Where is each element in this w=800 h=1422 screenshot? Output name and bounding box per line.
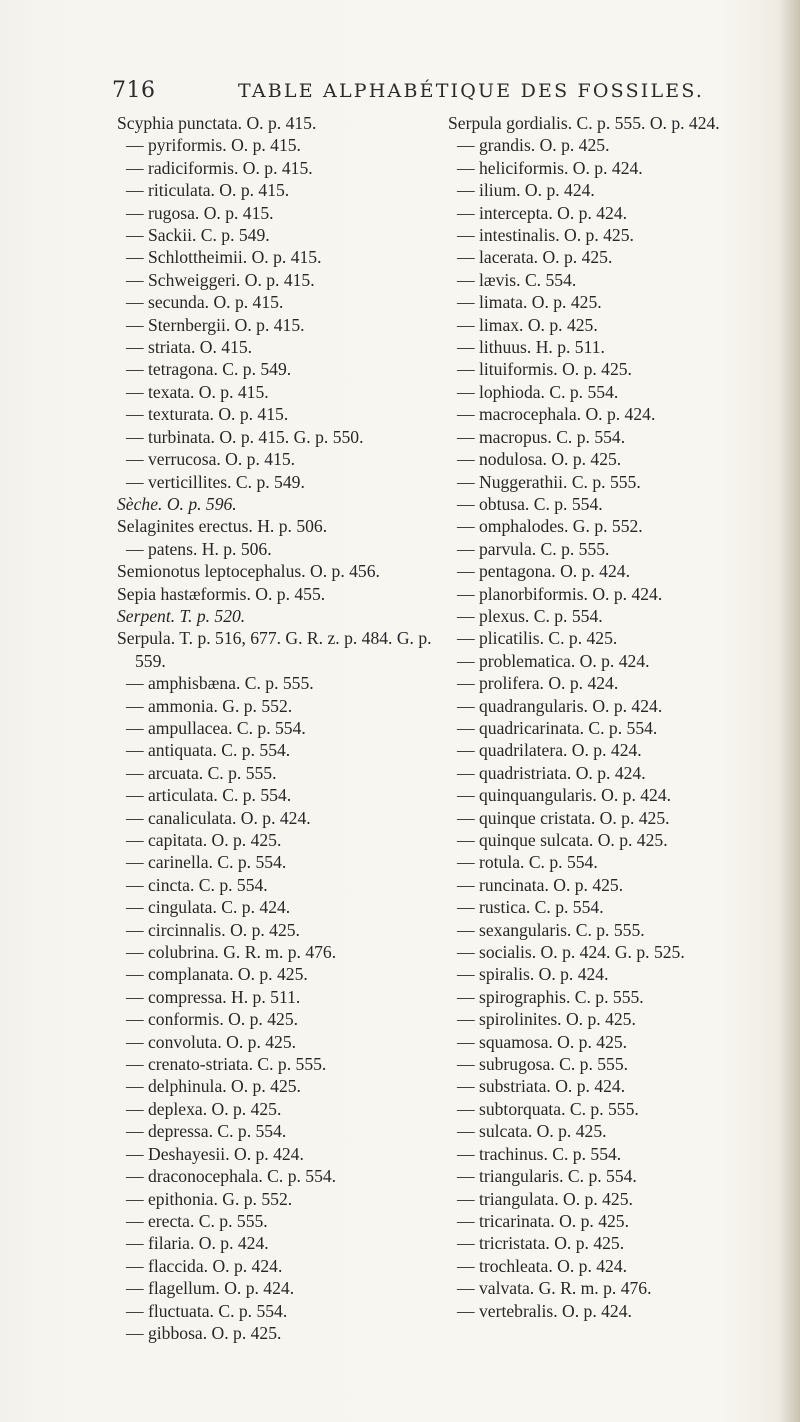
- index-entry: Serpent. T. p. 520.: [117, 605, 246, 626]
- index-entry: — verrucosa. O. p. 415.: [126, 449, 296, 470]
- index-entry: — subtorquata. C. p. 555.: [457, 1098, 639, 1119]
- index-entry: — lacerata. O. p. 425.: [457, 247, 613, 268]
- index-entry: — articulata. C. p. 554.: [126, 785, 292, 806]
- index-entry: — valvata. G. R. m. p. 476.: [457, 1278, 652, 1299]
- index-entry: — tricristata. O. p. 425.: [457, 1233, 625, 1254]
- index-entry: — flaccida. O. p. 424.: [126, 1255, 283, 1276]
- index-entry: — vertebralis. O. p. 424.: [457, 1300, 632, 1321]
- index-entry: — riticulata. O. p. 415.: [126, 180, 290, 201]
- index-entry: — turbinata. O. p. 415. G. p. 550.: [126, 426, 364, 447]
- index-column-left: [117, 112, 439, 1344]
- index-entry: — subrugosa. C. p. 555.: [457, 1054, 629, 1075]
- index-entry: — spirographis. C. p. 555.: [457, 986, 644, 1007]
- index-entry: — intercepta. O. p. 424.: [457, 202, 628, 223]
- index-entry: — socialis. O. p. 424. G. p. 525.: [457, 942, 685, 963]
- index-entry: — problematica. O. p. 424.: [457, 650, 650, 671]
- index-entry: Scyphia punctata. O. p. 415.: [117, 113, 317, 133]
- index-entry: — Sackii. C. p. 549.: [126, 225, 270, 246]
- index-entry: — deplexa. O. p. 425.: [126, 1098, 282, 1119]
- index-entry: — obtusa. C. p. 554.: [457, 493, 603, 514]
- index-entry: Serpula gordialis. C. p. 555. O. p. 424.: [448, 113, 720, 133]
- index-entry: — limata. O. p. 425.: [457, 292, 602, 313]
- index-entry: — lithuus. H. p. 511.: [457, 337, 605, 358]
- index-entry: — tricarinata. O. p. 425.: [457, 1210, 629, 1231]
- index-entry: — convoluta. O. p. 425.: [126, 1031, 297, 1052]
- index-entry: — pentagona. O. p. 424.: [457, 561, 630, 582]
- index-entry: — prolifera. O. p. 424.: [457, 673, 619, 694]
- index-entry: — depressa. C. p. 554.: [126, 1121, 287, 1142]
- index-entry: — ammonia. G. p. 552.: [126, 695, 293, 716]
- index-entry: — spiralis. O. p. 424.: [457, 964, 609, 985]
- index-entry: Sepia hastæformis. O. p. 455.: [117, 583, 326, 604]
- index-entry: — substriata. O. p. 424.: [457, 1076, 626, 1097]
- index-entry: — rotula. C. p. 554.: [457, 852, 598, 873]
- index-entry: — carinella. C. p. 554.: [126, 852, 287, 873]
- index-entry: — capitata. O. p. 425.: [126, 830, 282, 850]
- index-entry: — triangulata. O. p. 425.: [457, 1188, 633, 1209]
- index-entry: Semionotus leptocephalus. O. p. 456.: [117, 561, 380, 582]
- index-entry: — lituiformis. O. p. 425.: [457, 359, 632, 380]
- index-entry: — Sternbergii. O. p. 415.: [126, 314, 305, 335]
- index-entry: — crenato-striata. C. p. 555.: [126, 1054, 327, 1075]
- index-entry: — sexangularis. C. p. 555.: [457, 919, 645, 940]
- index-entry: — Schweiggeri. O. p. 415.: [126, 269, 315, 290]
- index-entry: — antiquata. C. p. 554.: [126, 740, 291, 761]
- index-entry: — flagellum. O. p. 424.: [126, 1278, 295, 1299]
- index-entry: — quadricarinata. C. p. 554.: [457, 717, 658, 738]
- index-entry: — parvula. C. p. 555.: [457, 538, 610, 559]
- index-entry: — limax. O. p. 425.: [457, 314, 598, 335]
- index-entry: — gibbosa. O. p. 425.: [126, 1322, 282, 1343]
- index-column-right: [448, 112, 764, 1322]
- index-entry: — colubrina. G. R. m. p. 476.: [126, 942, 337, 963]
- index-entry: — rugosa. O. p. 415.: [126, 202, 274, 223]
- index-entry: — quadrangularis. O. p. 424.: [457, 695, 663, 716]
- index-entry: — Nuggerathii. C. p. 555.: [457, 471, 641, 492]
- index-entry: — secunda. O. p. 415.: [126, 292, 284, 313]
- index-entry: — quinquangularis. O. p. 424.: [457, 785, 672, 806]
- index-entry: — triangularis. C. p. 554.: [457, 1166, 637, 1187]
- index-entry: — quinque cristata. O. p. 425.: [457, 807, 670, 828]
- index-entry: — filaria. O. p. 424.: [126, 1233, 269, 1254]
- index-entry: — striata. O. 415.: [126, 337, 253, 358]
- index-entry: — squamosa. O. p. 425.: [457, 1031, 628, 1052]
- page-number: 716: [112, 78, 156, 103]
- index-entry: — quadristriata. O. p. 424.: [457, 762, 646, 783]
- index-entry: — quadrilatera. O. p. 424.: [457, 740, 642, 761]
- index-entry: — sulcata. O. p. 425.: [457, 1121, 607, 1142]
- index-entry: — macrocephala. O. p. 424.: [457, 404, 656, 425]
- index-entry: — circinnalis. O. p. 425.: [126, 919, 300, 940]
- index-entry: — patens. H. p. 506.: [126, 538, 272, 559]
- index-entry: — nodulosa. O. p. 425.: [457, 449, 622, 470]
- index-entry: — pyriformis. O. p. 415.: [126, 135, 301, 156]
- index-entry: — omphalodes. G. p. 552.: [457, 516, 643, 537]
- index-entry: — rustica. C. p. 554.: [457, 897, 604, 918]
- index-entry: — amphisbæna. C. p. 555.: [126, 673, 314, 694]
- index-entry: — quinque sulcata. O. p. 425.: [457, 830, 668, 850]
- index-entry: — texturata. O. p. 415.: [126, 404, 289, 425]
- index-entry: — trachinus. C. p. 554.: [457, 1143, 622, 1164]
- running-title: TABLE ALPHABÉTIQUE DES FOSSILES.: [238, 80, 705, 102]
- index-entry: — arcuata. C. p. 555.: [126, 762, 277, 783]
- index-entry: — texata. O. p. 415.: [126, 381, 269, 402]
- index-entry: — ilium. O. p. 424.: [457, 180, 595, 201]
- index-entry: — Schlottheimii. O. p. 415.: [126, 247, 322, 268]
- index-entry: — cincta. C. p. 554.: [126, 874, 268, 895]
- index-entry: — trochleata. O. p. 424.: [457, 1255, 628, 1276]
- index-entry: — fluctuata. C. p. 554.: [126, 1300, 288, 1321]
- index-entry: Selaginites erectus. H. p. 506.: [117, 516, 328, 537]
- index-entry: — erecta. C. p. 555.: [126, 1210, 268, 1231]
- index-entry: — lævis. C. 554.: [457, 269, 577, 290]
- index-entry: — compressa. H. p. 511.: [126, 986, 301, 1007]
- index-entry: — draconocephala. C. p. 554.: [126, 1166, 337, 1187]
- index-entry: — epithonia. G. p. 552.: [126, 1188, 293, 1209]
- index-entry: — radiciformis. O. p. 415.: [126, 157, 313, 178]
- index-entry: — intestinalis. O. p. 425.: [457, 225, 634, 246]
- index-entry: — planorbiformis. O. p. 424.: [457, 583, 663, 604]
- index-entry: — macropus. C. p. 554.: [457, 426, 626, 447]
- index-entry: — conformis. O. p. 425.: [126, 1009, 299, 1030]
- index-entry: — runcinata. O. p. 425.: [457, 874, 624, 895]
- index-entry: — delphinula. O. p. 425.: [126, 1076, 301, 1097]
- index-entry: — cingulata. C. p. 424.: [126, 897, 291, 918]
- index-entry: — plicatilis. C. p. 425.: [457, 628, 618, 649]
- index-entry: — heliciformis. O. p. 424.: [457, 157, 643, 178]
- index-entry: — canaliculata. O. p. 424.: [126, 807, 311, 828]
- index-entry: — grandis. O. p. 425.: [457, 135, 610, 156]
- index-entry: — Deshayesii. O. p. 424.: [126, 1143, 304, 1164]
- index-entry: — verticillites. C. p. 549.: [126, 471, 305, 492]
- page-edge-shadow: [778, 0, 800, 1422]
- index-entry: — lophioda. C. p. 554.: [457, 381, 619, 402]
- index-entry: — spirolinites. O. p. 425.: [457, 1009, 636, 1030]
- index-entry: — ampullacea. C. p. 554.: [126, 717, 306, 738]
- page-header: [112, 78, 732, 114]
- index-entry: Serpula. T. p. 516, 677. G. R. z. p. 484. G. p. 559.: [117, 628, 432, 671]
- index-entry: — plexus. C. p. 554.: [457, 605, 603, 626]
- index-entry: Sèche. O. p. 596.: [117, 493, 237, 514]
- index-entry: — complanata. O. p. 425.: [126, 964, 308, 985]
- index-entry: — tetragona. C. p. 549.: [126, 359, 292, 380]
